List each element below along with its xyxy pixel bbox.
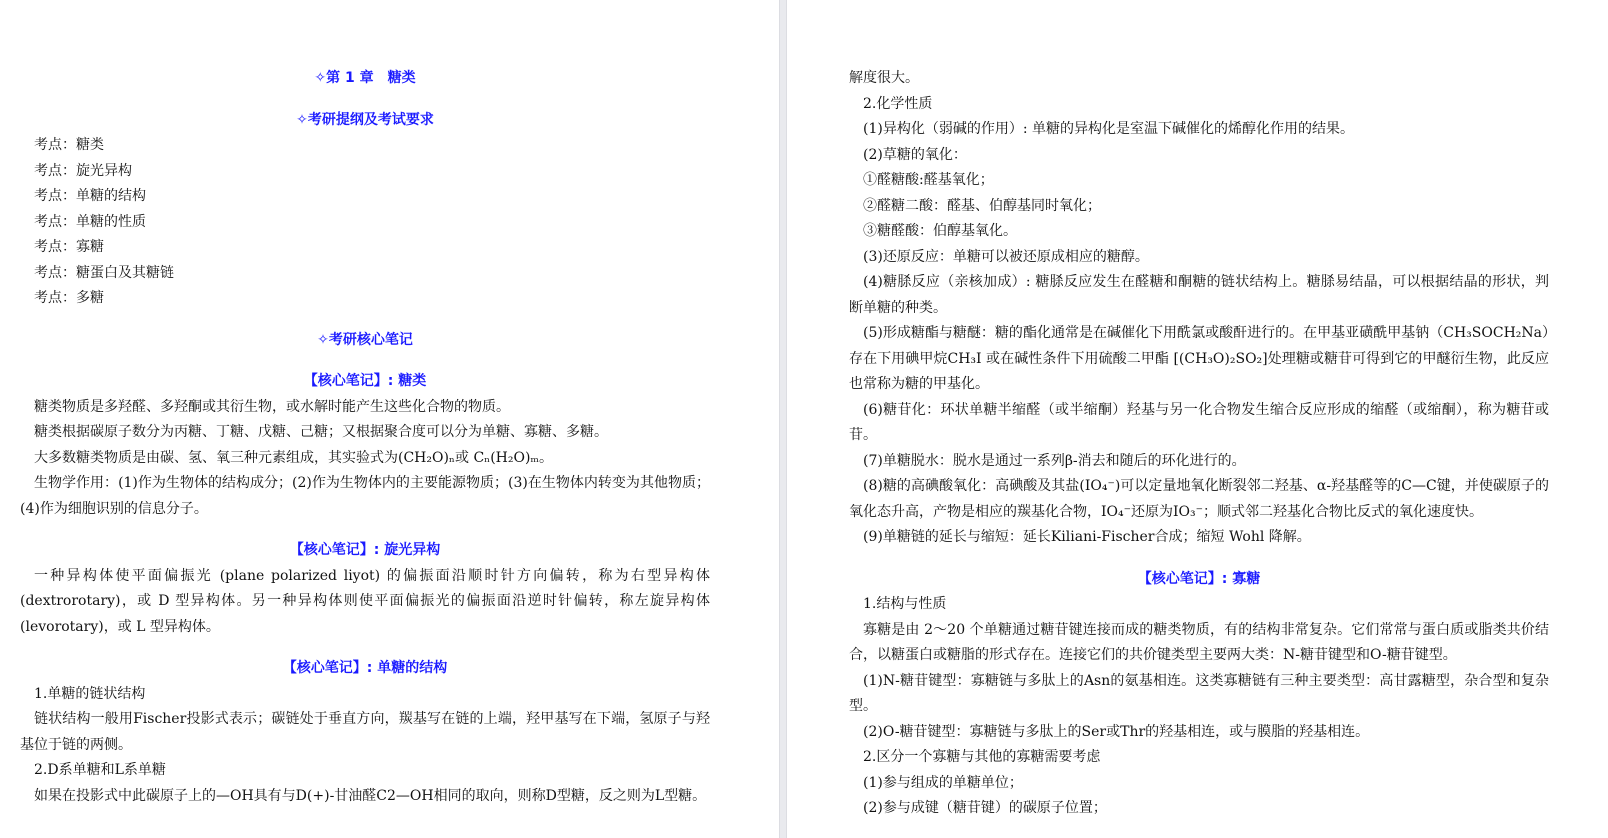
paragraph: (9)单糖链的延长与缩短：延长Kiliani-Fischer合成；缩短 Wohl 降解。 [863,529,1311,545]
paragraph: ①醛糖酸:醛基氧化； [863,172,994,188]
paragraph: 寡糖是由 2～20 个单糖通过糖苷键连接而成的糖类物质，有的结构非常复杂。它们常常与蛋白质或脂类共价结合，以糖蛋白或糖脂的形式存在。连接它们的共价键类型主要两大类：N-糖苷键型和O-糖苷键型。 [849,621,1549,663]
key-point: 考点：糖类 [34,137,104,153]
paragraph: (5)形成糖酯与糖醚：糖的酯化通常是在碱催化下用酰氯或酸酐进行的。在甲基亚磺酰甲基钠（CH₃SOCH₂Na）存在下用碘甲烷CH₃I 或在碱性条件下用硫酸二甲酯 [(CH₃O)₂SO₂]处理糖或糖苷可得到它的甲醚衍生物，此反应也常称为糖的甲基化。 [849,325,1549,392]
paragraph: 大多数糖类物质是由碳、氢、氧三种元素组成，其实验式为(CH₂O)ₙ或 Cₙ(H₂O)ₘ。 [34,449,554,466]
paragraph: 糖类物质是多羟醛、多羟酮或其衍生物，或水解时能产生这些化合物的物质。 [34,398,510,415]
subheading: 1.结构与性质 [863,596,947,612]
paragraph: (6)糖苷化：环状单糖半缩醛（或半缩酮）羟基与另一化合物发生缩合反应形成的缩醛（或缩酮），称为糖苷或苷。 [849,401,1549,443]
paragraph: 链状结构一般用Fischer投影式表示；碳链处于垂直方向，羰基写在链的上端，羟甲基写在下端，氢原子与羟基位于链的两侧。 [20,711,710,753]
paragraph: 如果在投影式中此碳原子上的—OH具有与D(+)-甘油醛C2—OH相同的取向，则称D型糖，反之则为L型糖。 [34,787,707,804]
paragraph: (3)还原反应：单糖可以被还原成相应的糖醇。 [863,248,1149,265]
paragraph: (1)异构化（弱碱的作用）: 单糖的异构化是室温下碱催化的烯醇化作用的结果。 [863,121,1354,137]
key-point: 考点：单糖的性质 [34,213,146,230]
page-left-content [20,66,710,809]
page-gutter [779,0,787,838]
paragraph: (2)O-糖苷键型：寡糖链与多肽上的Ser或Thr的羟基相连，或与膜脂的羟基相连。 [863,723,1370,740]
outline-title: ✧考研提纲及考试要求 [296,111,434,128]
paragraph: (2)草糖的氧化： [863,146,967,163]
page-left [0,0,779,838]
notes-title: ✧考研核心笔记 [317,331,413,348]
subheading: 2.化学性质 [863,95,933,112]
page-right [787,0,1608,838]
key-points-list [20,133,710,312]
key-point: 考点：糖蛋白及其糖链 [34,264,174,281]
paragraph: ③糖醛酸：伯醇基氧化。 [863,223,1017,239]
paragraph: (2)参与成键（糖苷键）的碳原子位置； [863,800,1107,816]
key-point: 考点：单糖的结构 [34,188,146,204]
subheading: 2.区分一个寡糖与其他的寡糖需要考虑 [863,749,1101,765]
paragraph: 一种异构体使平面偏振光 (plane polarized liyot) 的偏振面沿顺时针方向偏转，称为右型异构体 (dextrorotary)，或 D 型异构体。另一种异构体则使平面偏振光的偏振面沿逆时针偏转，称左旋异构体 (levorotary)，或 L 型异构体。 [20,567,710,635]
paragraph: 生物学作用：(1)作为生物体的结构成分；(2)作为生物体内的主要能源物质；(3)在生物体内转变为其他物质；(4)作为细胞识别的信息分子。 [20,475,710,517]
section-title-sugars: 【核心笔记】: 糖类 [303,373,427,389]
subheading: 2.D系单糖和L系单糖 [34,762,166,778]
section-title-oligosaccharides: 【核心笔记】: 寡糖 [1137,570,1261,587]
paragraph: ②醛糖二酸：醛基、伯醇基同时氧化； [863,197,1101,214]
section-title-monosaccharide-structure: 【核心笔记】: 单糖的结构 [282,660,448,676]
paragraph: (7)单糖脱水：脱水是通过一系列β-消去和随后的环化进行的。 [863,452,1246,469]
chapter-title: ✧第 1 章 糖类 [314,70,416,86]
page-right-content [849,66,1549,822]
paragraph: 糖类根据碳原子数分为丙糖、丁糖、戊糖、己糖；又根据聚合度可以分为单糖、寡糖、多糖。 [34,424,608,440]
key-point: 考点：旋光异构 [34,162,132,179]
paragraph: (4)糖脎反应（亲核加成）: 糖脎反应发生在醛糖和酮糖的链状结构上。糖脎易结晶，可以根据结晶的形状，判断单糖的种类。 [849,274,1549,316]
paragraph: (1)N-糖苷键型：寡糖链与多肽上的Asn的氨基相连。这类寡糖链有三种主要类型：高甘露糖型，杂合型和复杂型。 [849,672,1549,714]
paragraph: 解度很大。 [849,70,919,86]
section-title-optical-isomers: 【核心笔记】: 旋光异构 [289,542,441,558]
key-point: 考点：多糖 [34,290,104,306]
paragraph: (8)糖的高碘酸氧化：高碘酸及其盐(IO₄⁻)可以定量地氧化断裂邻二羟基、α-羟基醛等的C—C键，并使碳原子的氧化态升高，产物是相应的羰基化合物，IO₄⁻还原为IO₃⁻；顺式邻二羟基化合物比反式的氧化速度快。 [849,478,1549,520]
subheading: 1.单糖的链状结构 [34,685,146,702]
key-point: 考点：寡糖 [34,239,104,255]
paragraph: (1)参与组成的单糖单位； [863,774,1023,791]
